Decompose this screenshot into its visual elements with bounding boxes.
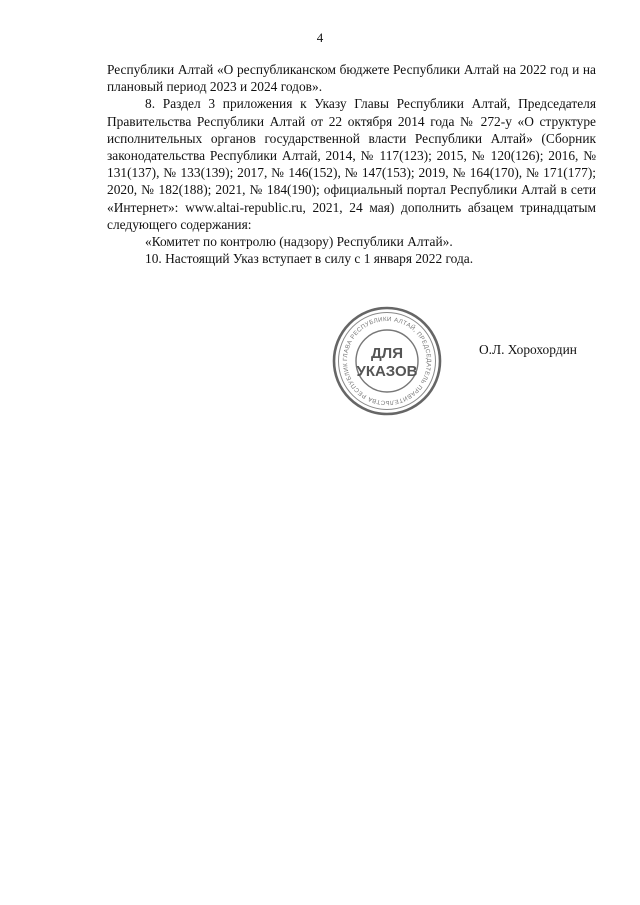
paragraph-item-8: 8. Раздел 3 приложения к Указу Главы Республики Алтай, Председателя Правительства Республики Алтай от 22 октября 2014 года № 272-у «О структуре исполнительных органов государственной власти Республики Алтай» (Сборник законодательства Республики Алтай, 2014, № 117(123); 2015, № 120(126); 2016, № 131(137), № 133(139); 2017, № 146(152), № 147(153); 2019, № 164(170), № 171(177); 2020, № 182(188); 2021, № 184(190); официальный портал Республики Алтай в сети «Интернет»: www.altai-republic.ru, 2021, 24 мая) дополнить абзацем тринадцатым следующего содержания: [107, 96, 596, 232]
seal-graphic [331, 305, 443, 417]
seal-ring-text: ГЛАВА РЕСПУБЛИКИ АЛТАЙ, ПРЕДСЕДАТЕЛЬ ПРАВИТЕЛЬСТВА РЕСПУБЛИК [341, 315, 433, 407]
page-number: 4 [316, 30, 324, 45]
signer-name: О.Л. Хорохордин [479, 342, 577, 357]
seal-text-line2: УКАЗОВ [356, 363, 418, 380]
document-body [107, 61, 596, 267]
paragraph-quote: «Комитет по контролю (надзору) Республики Алтай». [145, 234, 453, 250]
seal-text-line1: ДЛЯ [371, 345, 403, 362]
official-seal [331, 305, 443, 417]
paragraph-continuation: Республики Алтай «О республиканском бюджете Республики Алтай на 2022 год и на плановый период 2023 и 2024 годов». [107, 62, 596, 95]
paragraph-item-10: 10. Настоящий Указ вступает в силу с 1 января 2022 года. [145, 251, 474, 267]
